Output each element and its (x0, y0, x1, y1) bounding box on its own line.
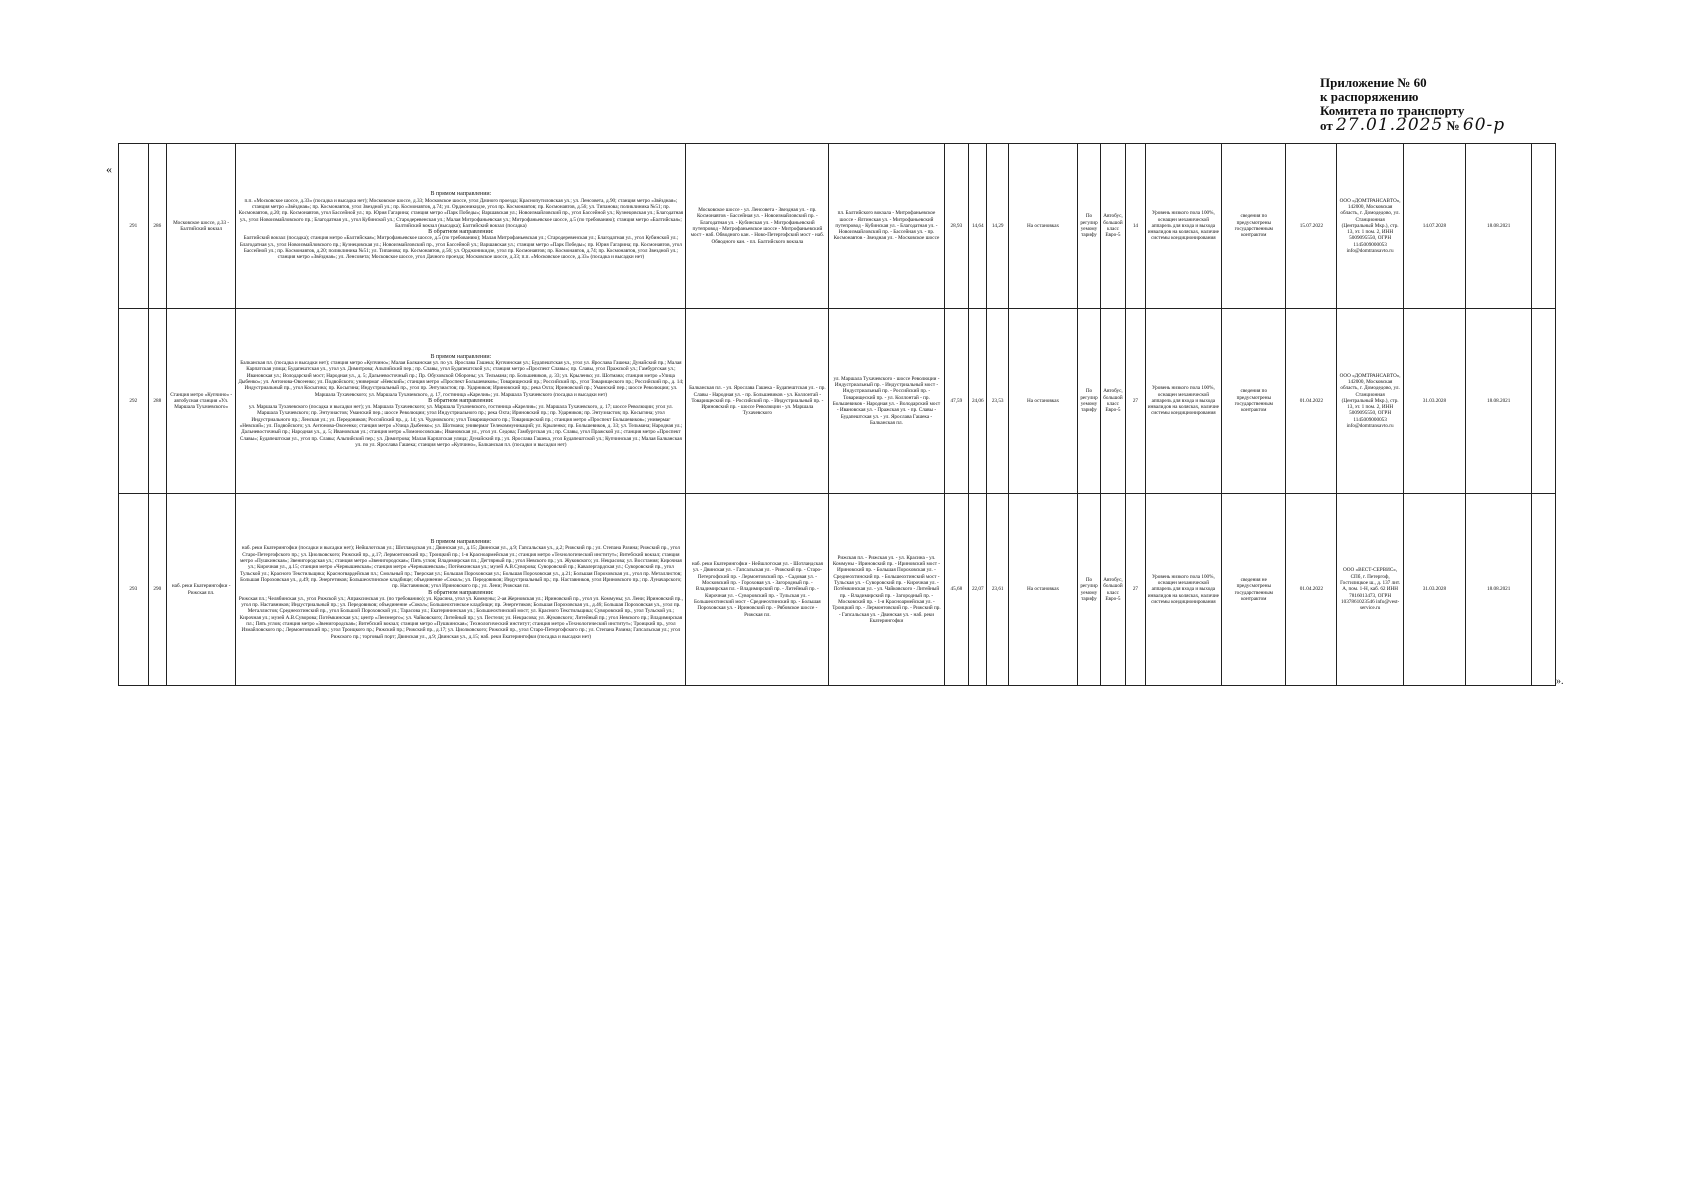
streets-backward: пл. Балтийского вокзала - Митрофаньевское шоссе - Ялтинская ул. - Митрофаньевский путепровод - Кубинская ул. - Благодатная ул. - Новоизмайловский пр. - Бассейная ул. - пр. Космонавтов - Звездная ул. - Московское шоссе (829, 144, 944, 309)
start-date: 01.04.2022 (1286, 494, 1337, 686)
contract-info: сведения не предусмотрены государственным контрактом (1222, 494, 1286, 686)
route-name: Московское шоссе, д.33 - Балтийский вокзал (166, 144, 235, 309)
table-row (119, 144, 1556, 309)
route-name: Станция метро «Купчино» - автобусная станция «Ул. Маршала Тухачевского» (166, 309, 235, 494)
committee-name: Комитета по транспорту (1320, 103, 1465, 118)
order-date-handwritten: 27.01.2025 (1335, 115, 1444, 135)
carrier-info: ООО «ДОМТРАНСАВТО», 142000, Московская область, г. Домодедово, ул. Станционная (Центральный Мкр.), стр. 13, эт. 1 пом. 2, ИНН 5009095550, ОГРН 1145009000053 info@domtransavto.ru (1337, 309, 1403, 494)
opening-quote: « (106, 162, 112, 176)
length-total: 45,68 (944, 494, 968, 686)
vehicle-count: 27 (1126, 309, 1145, 494)
length-forward: 24,06 (969, 309, 987, 494)
appendix-to-order: к распоряжению (1320, 89, 1419, 104)
route-name: наб. реки Екатерингофки - Рижская пл. (166, 494, 235, 686)
empty-cell (1532, 494, 1556, 686)
route-stops (236, 309, 686, 494)
streets-forward: Московское шоссе - ул. Ленсовета - Звездная ул. - пр. Космонавтов - Бассейная ул. - Новоизмайловский пр. - Благодатная ул. - Кубинская ул. - Митрофаньевский путепровод - Митрофаньевское шоссе - Митрофаньевский мост - наб. Обводного кан. - Ново-Петергофский мост - наб. Обводного кан. - пл. Балтийского вокзала (686, 144, 829, 309)
vehicle-type: Автобус, большой класс Евро-5 (1100, 309, 1126, 494)
streets-backward: Рижская пл. - Рижская ул. - ул. Красина - ул. Коммуны - Ириновский пр. - Ириновский мост - Ириновский пр. - Большая Пороховская ул. - Среднеохтинский пр. - Большеохтинский мост - Тульская ул. - Суворовский пр. - Кирочная ул. - Потёмкинская ул. - ул. Чайковского - Литейный пр. - Владимирский пр. - Загородный пр. - Московский пр. - 1-я Красноармейская ул. - Троицкий пр. - Лермонтовский пр. - Рижский пр. - Гапсальская ул. - Двинская ул. - наб. реки Екатерингофки (829, 494, 944, 686)
forward-stops: наб. реки Екатерингофки (посадки и высадки нет); Нейшлотская ул.; Шотландская ул.; Двинская ул., д.15; Двинская ул., д.9; Гапсальская ул., д.2; Рижский пр.; ул. Степана Разина; Рижский пр., угол Старо-Петергофского пр.; ул. Циолковского; Рижский пр., д.17; Лермонтовский пр.; Троицкий пр.; 1-я Красноармейская ул.; станция метро «Технологический институт»; Витебский вокзал; станция метро «Пушкинская»; Звенигородская ул.; станция метро «Звенигородская»; Пять углов; Владимирская пл.; Дегтярный пр.; угол Невского пр.; ул. Жуковского; ул. Некрасова; ул. Восстания; Кирочная ул.; Кирочная ул., д.15; станция метро «Чернышевская»; станция метро «Чернышевская»; Потёмкинская ул.; музей А.В.Суворова; Суворовский пр.; Кавалергардская ул.; Суворовский пр., угол Тульской ул.; Красного Текстильщика; Красногвардейская пл.; Смольный пр.; Тверская ул.; Большая Пороховская ул.; Большая Пороховская ул., д.21; Большая Пороховская ул., угол пр. Металлистов; Большая Пороховская ул., д.49; пр. Энергетиков; Большеохтинское кладбище; объединение «Сокол»; ул. Передовиков; Индустриальный пр.; пр. Наставников, угол Ириновского пр.; пр. Луначарского; пр. Наставников; угол Ириновского пр.; ул. Лени; Рижская пл. (239, 545, 682, 590)
empty-cell (1532, 309, 1556, 494)
vehicle-count: 14 (1126, 144, 1145, 309)
vehicle-type: Автобус, большой класс Евро-5 (1100, 144, 1126, 309)
vehicle-characteristics: Уровень низкого пола 100%, оснащен механической аппарель для входа и выхода инвалидов на колясках, наличие системы кондиционирования (1145, 309, 1222, 494)
streets-forward: Балканская пл. - ул. Ярослава Гашека - Будапештская ул. - пр. Славы - Народная ул. - пр. Большевиков - ул. Коллонтай - Товарищеский пр. - Российский пр. - Индустриальный пр. - Ириновский пр. - шоссе Революции - ул. Маршала Тухачевского (686, 309, 829, 494)
stop-mode: На остановках (1008, 494, 1077, 686)
route-number: 290 (148, 494, 166, 686)
forward-direction-heading: В прямом направлении: (430, 539, 492, 546)
tariff-type: По регулируемому тарифу (1078, 144, 1100, 309)
contract-info: сведения по предусмотрены государственным контрактом (1222, 309, 1286, 494)
backward-direction-heading: В обратном направлении: (428, 589, 494, 596)
stop-mode: На остановках (1008, 309, 1077, 494)
streets-forward: наб. реки Екатерингофки - Нейшлотская ул. - Шотландская ул. - Двинская ул. - Гапсальская ул. - Рижский пр. - Старо-Петергофский пр. - Лермонтовский пр. - Садовая ул. - Московский пр. - Гороховая ул. - Загородный пр. - Владимирская пл. - Владимирский пр. - Литейный пр. - Кирочная ул. - Суворовский пр. - Тульская ул. - Большеохтинский мост - Среднеохтинский пр. - Большая Пороховская ул. - Ириновский пр. - Рябовское шоссе - Рижская пл. (686, 494, 829, 686)
vehicle-count: 27 (1126, 494, 1145, 686)
empty-cell (1532, 144, 1556, 309)
route-register-table (118, 143, 1556, 686)
carrier-info: ООО «ДОМТРАНСАВТО», 142000, Московская область, г. Домодедово, ул. Станционная (Центральный Мкр.), стр. 13, эт. 1 пом. 2, ИНН 5009095550, ОГРН 1145009000053 info@domtransavto.ru (1337, 144, 1403, 309)
record-date: 18.08.2021 (1466, 144, 1532, 309)
length-backward: 23,61 (987, 494, 1008, 686)
length-total: 47,59 (944, 309, 968, 494)
contract-end-date: 31.03.2028 (1403, 494, 1465, 686)
backward-direction-heading: В обратном направлении: (428, 229, 494, 236)
streets-backward: ул. Маршала Тухачевского - шоссе Революции - Индустриальный пр. - Индустриальный мост - Индустриальный пр. - Российский пр. - Товарищеский пр. - ул. Коллонтай - пр. Большевиков - Народная ул. - Володарский мост - Ивановская ул. - Пражская ул. - пр. Славы - Будапештская ул. - ул. Ярослава Гашека - Балканская пл. (829, 309, 944, 494)
backward-stops: Рижская пл.; Челябинская ул., угол Рижской ул.; Апраксинская ул. (по требованию); ул. Красина, угол ул. Коммуны; 2-ая Жерновская ул.; Ириновский пр., угол ул. Коммуны; ул. Лени; Ириновский пр., угол пр. Наставников; Индустриальный пр.; ул. Передовиков; объединение «Сокол»; Большеохтинское кладбище; пр. Энергетиков; Большая Пороховская ул., д.46; Большая Пороховская ул., угол пр. Металлистов; Среднеохтинский пр., угол Большой Пороховской ул.; Тарасова ул.; Екатерининская ул.; Большеохтинский мост; ул. Красного Текстильщика; Суворовский пр., угол Тульской ул.; Кирочная ул.; музей А.В.Суворова; Потёмкинская ул.; центр «Ленэнерго»; ул. Чайковского; Литейный пр.; ул. Пестеля; ул. Некрасова; ул. Жуковского; Литейный пр.; угол Невского пр.; Владимирская пл.; Пять углов; станция метро «Звенигородская»; Витебский вокзал; станция метро «Пушкинская»; Технологический институт; станция метро «Технологический институт»; Троицкий пр., угол Измайловского пр.; Лермонтовский пр.; угол Троицкого пр.; Рижский пр.; Рижский пр., д.17; ул. Циолковского; Рижский пр., угол Старо-Петергофского пр.; ул. Степана Разина; Гапсальская ул.; угол Рижского пр.; торговый порт; Двинская ул., д.9; Двинская ул., д.15; наб. реки Екатерингофки (посадка и высадки нет) (238, 595, 683, 640)
tariff-type: По регулируемому тарифу (1078, 494, 1100, 686)
forward-direction-heading: В прямом направлении: (430, 353, 492, 360)
route-stops (236, 494, 686, 686)
forward-direction-heading: В прямом направлении: (430, 191, 492, 198)
contract-end-date: 31.03.2028 (1403, 309, 1465, 494)
order-date-line (1320, 115, 1580, 135)
route-number: 286 (148, 144, 166, 309)
length-total: 28,93 (944, 144, 968, 309)
backward-direction-heading: В обратном направлении: (428, 397, 494, 404)
appendix-header (1320, 76, 1580, 133)
route-number: 288 (148, 309, 166, 494)
order-number-prefix: № (1446, 118, 1460, 133)
table-row (119, 309, 1556, 494)
appendix-number: Приложение № 60 (1320, 75, 1427, 90)
vehicle-type: Автобус, большой класс Евро-5 (1100, 494, 1126, 686)
closing-quote: ». (1556, 676, 1564, 687)
forward-stops: п.п. «Московское шоссе, д.33» (посадка и высадка нет); Московское шоссе, д.33; Московское шоссе, угол Дачного проезда; Краснопутиловская ул.; ул. Ленсовета, д.90; станция метро «Звёздная»; станция метро «Звёздная»; пр. Космонавтов, угол Звездной ул.; пр. Космонавтов, д.74; ул. Орджоникидзе, угол пр. Космонавтов; пр. Космонавтов, д.56; ул. Типанова; поликлиника №51; пр. Космонавтов, д.20; пр. Космонавтов, угол Бассейной ул.; пр. Юрия Гагарина; станция метро «Парк Победы»; Варшавская ул.; Новоизмайловский пр., угол Бассейной ул.; Кузнецовская ул.; Благодатная ул., угол Новоизмайловского пр.; Благодатная ул., угол Кубинской ул.; Стародеревенская ул.; Малая Митрофаньевская ул.; Митрофаньевское шоссе, д.5 (по требованию); станция метро «Балтийская»; Балтийский вокзал (высадка); Балтийский вокзал (посадка) (238, 197, 684, 229)
record-date: 18.08.2021 (1466, 309, 1532, 494)
carrier-info: ООО «ВЕСТ-СЕРВИС», СПб, г. Петергоф, Гостилицкое ш., д. 137 лит. А, пом. 1-Н, каб. 62 ИНН 7816013473, ОГРН 1037861023546 info@vest-service.ru (1337, 494, 1403, 686)
contract-end-date: 14.07.2028 (1403, 144, 1465, 309)
registry-number: 293 (119, 494, 149, 686)
backward-stops: Балтийский вокзал (посадка); станция метро «Балтийская»; Митрофаньевское шоссе, д.5 (по требованию); Малая Митрофаньевская ул.; Стародеревенская ул.; Благодатная ул., угол Кубинской ул.; Благодатная ул., угол Новоизмайловского пр.; Кузнецовская ул.; Новоизмайловский пр., угол Бассейной ул.; Варшавская ул.; станция метро «Парк Победы»; пр. Юрия Гагарина; пр. Космонавтов, угол Бассейной ул.; пр. Космонавтов, д.20; поликлиника №51; ул. Типанова; пр. Космонавтов, д.56; ул. Орджоникидзе, угол пр. Космонавтов; пр. Космонавтов, д.74; пр. Космонавтов, угол Звездной ул.; станция метро «Звёздная»; ул. Ленсовета; Московское шоссе, угол Дачного проезда; Московское шоссе, д.33; п.п. «Московское шоссе, д.33» (посадка и высадки нет) (239, 235, 682, 261)
length-backward: 23,53 (987, 309, 1008, 494)
table-row (119, 494, 1556, 686)
vehicle-characteristics: Уровень низкого пола 100%, оснащен механической аппарель для входа и выхода инвалидов на колясках, наличие системы кондиционирования (1145, 494, 1222, 686)
start-date: 01.04.2022 (1286, 309, 1337, 494)
stop-mode: На остановках (1008, 144, 1077, 309)
forward-stops: Балканская пл. (посадка и высадки нет); станция метро «Купчино»; Малая Балканская ул. по ул. Ярослава Гашека; Купчинская ул.; Будапештская ул., угол ул. Ярослава Гашека; Дунайский пр.; Малая Карпатская улица; Будапештская ул., угол ул. Димитрова; Альпийский пер.; пр. Славы, угол Будапештской ул.; станция метро «Проспект Славы»; пр. Славы, угол Пражской ул.; Гамбургская ул.; Ивановская ул.; Володарский мост; Народная ул., д. 5; Дальневосточный пр.; Пр. Обуховской Обороны; ул. Тельмана; пр. Большевиков, д. 33; ул. Крыленко; ул. Шотмана; станция метро «Улица Дыбенко»; ул. Антонова-Овсеенко; ул. Подвойского; универмаг «Невский»; станция метро «Проспект Большевиков»; Товарищеский пр.; Российский пр., угол Товарищеского пр.; Российский пр., д. 14; Индустриальный пр., угол Косыгина; пр. Косыгина; Индустриальный пр., угол пр. Энтузиастов; пр. Ударников; Ириновский пр.; река Охта; Ириновский пр.; Уманский пер.; шоссе Революции; ул. Маршала Тухачевского; ул. Маршала Тухачевского, д. 17, гостиница «Карелия»; ул. Маршала Тухачевского (посадка и высадки нет) (238, 360, 684, 398)
contract-info: сведения по предусмотрены государственным контрактом (1222, 144, 1286, 309)
backward-stops: ул. Маршала Тухачевского (посадка и высадки нет); ул. Маршала Тухачевского; ул. Маршала Тухачевского, гостиница «Карелия»; ул. Маршала Тухачевского, д. 17; шоссе Революции; угол ул. Маршала Тухачевского; пр. Энтузиастов; Уманский пер.; шоссе Революции; угол Индустриального пр.; река Охта; Ириновский пр.; пр. Ударников; пр. Энтузиастов; пр. Косыгина; угол Индустриального пр.; Ленская ул.; ул. Передовиков; Российский пр., д. 14; ул. Чудновского; угол Товарищеского пр.; Товарищеский пр.; станция метро «Проспект Большевиков»; универмаг «Невский»; ул. Подвойского; ул. Антонова-Овсеенко; станция метро «Улица Дыбенко»; ул. Шотмана; универмаг Телекоммуникаций; ул. Крыленко; пр. Большевиков, д. 33; ул. Тельмана; Народная ул.; Дальневосточный пр.; Народная ул., д. 5; Ивановская ул.; станция метро «Ломоносовская»; Ивановская ул., угол ул. Седова; Гамбургская ул.; пр. Славы, угол Пражской ул.; станция метро «Проспект Славы»; Будапештская ул., угол пр. Славы; Альпийский пер.; ул. Димитрова; Малая Карпатская улица; Дунайский пр.; ул. Ярослава Гашека, угол Будапештской ул.; Купчинская ул.; Малая Балканская ул. по ул. Ярослава Гашека; станция метро «Купчино», Балканская пл. (посадки и высадки нет) (239, 404, 683, 448)
length-forward: 14,64 (969, 144, 987, 309)
start-date: 15.07.2022 (1286, 144, 1337, 309)
length-forward: 22,07 (969, 494, 987, 686)
record-date: 18.08.2021 (1466, 494, 1532, 686)
registry-number: 291 (119, 144, 149, 309)
length-backward: 14,29 (987, 144, 1008, 309)
route-stops (236, 144, 686, 309)
order-date-prefix: от (1320, 118, 1333, 133)
order-number-handwritten: 60-р (1462, 115, 1506, 135)
tariff-type: По регулируемому тарифу (1078, 309, 1100, 494)
registry-number: 292 (119, 309, 149, 494)
vehicle-characteristics: Уровень низкого пола 100%, оснащен механической аппарель для входа и выхода инвалидов на колясках, наличие системы кондиционирования (1145, 144, 1222, 309)
